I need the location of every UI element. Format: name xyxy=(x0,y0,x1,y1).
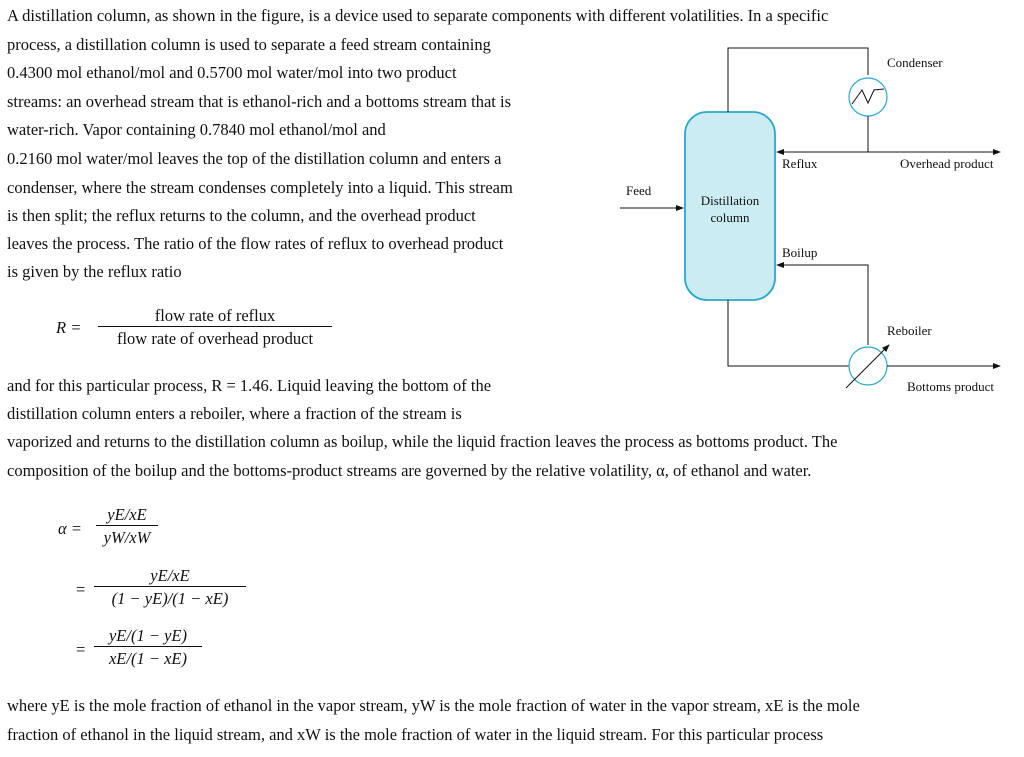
bottoms-product-label: Bottoms product xyxy=(907,379,995,394)
paragraph-1-line-3: 0.4300 mol ethanol/mol and 0.5700 mol water/mol into two product xyxy=(7,63,457,82)
alpha-fraction-3-numerator: yE/(1 − yE) xyxy=(108,626,187,645)
reflux-ratio-fraction xyxy=(98,306,332,349)
alpha-fraction-2-denominator: (1 − yE)/(1 − xE) xyxy=(94,586,246,609)
paragraph-1-line-2: process, a distillation column is used to separate a feed stream containing xyxy=(7,35,491,54)
alpha-equals-3: = xyxy=(76,640,86,659)
alpha-lhs: α = xyxy=(58,519,82,538)
paragraph-2-line-4: composition of the boilup and the bottoms-product streams are governed by the relative volatility, α, of ethanol and water. xyxy=(7,461,812,480)
alpha-fraction-1 xyxy=(96,505,158,548)
reboiler-label: Reboiler xyxy=(887,323,932,338)
paragraph-2-line-3: vaporized and returns to the distillation column as boilup, while the liquid fraction leaves the process as bottoms product. The xyxy=(7,432,838,451)
boilup-line xyxy=(777,265,868,345)
paragraph-1-line-6: 0.2160 mol water/mol leaves the top of the distillation column and enters a xyxy=(7,149,502,168)
paragraph-1-line-5: water-rich. Vapor containing 0.7840 mol ethanol/mol and xyxy=(7,120,386,139)
paragraph-3-line-1: where yE is the mole fraction of ethanol in the vapor stream, yW is the mole fraction of water in the vapor stream, xE is the mole xyxy=(7,696,860,715)
reflux-ratio-numerator: flow rate of reflux xyxy=(154,306,276,325)
alpha-fraction-2 xyxy=(94,566,246,609)
alpha-equals-2: = xyxy=(76,580,86,599)
alpha-fraction-2-numerator: yE/xE xyxy=(150,566,190,585)
paragraph-1-line-9: leaves the process. The ratio of the flow rates of reflux to overhead product xyxy=(7,234,504,253)
reflux-ratio-denominator: flow rate of overhead product xyxy=(98,326,332,349)
paragraph-3-line-2: fraction of ethanol in the liquid stream, and xW is the mole fraction of water in the liquid stream. For this particular process xyxy=(7,725,824,744)
feed-label: Feed xyxy=(626,183,652,198)
alpha-fraction-3-denominator: xE/(1 − xE) xyxy=(94,646,202,669)
paragraph-1-line-1: A distillation column, as shown in the figure, is a device used to separate components with different volatilities. In a specific xyxy=(7,6,829,25)
paragraph-1-line-8: is then split; the reflux returns to the column, and the overhead product xyxy=(7,206,476,225)
reflux-label: Reflux xyxy=(782,156,818,171)
paragraph-2-line-2: distillation column enters a reboiler, where a fraction of the stream is xyxy=(7,404,462,423)
boilup-label: Boilup xyxy=(782,245,818,260)
reflux-ratio-lhs: R = xyxy=(56,318,82,337)
column-label-line-2: column xyxy=(710,210,750,225)
paragraph-1-line-10: is given by the reflux ratio xyxy=(7,262,182,281)
overhead-product-label: Overhead product xyxy=(900,156,994,171)
vapor-line xyxy=(728,48,868,112)
alpha-fraction-3 xyxy=(94,626,202,669)
condenser-icon xyxy=(849,78,887,116)
alpha-fraction-1-numerator: yE/xE xyxy=(107,505,147,524)
distillation-diagram xyxy=(600,40,1020,405)
paragraph-2-line-1: and for this particular process, R = 1.46. Liquid leaving the bottom of the xyxy=(7,376,492,395)
paragraph-1-line-4: streams: an overhead stream that is ethanol-rich and a bottoms stream that is xyxy=(7,92,512,111)
bottoms-liquid-line xyxy=(728,300,849,366)
alpha-fraction-1-denominator: yW/xW xyxy=(96,525,158,548)
condenser-label: Condenser xyxy=(887,55,943,70)
paragraph-1-line-7: condenser, where the stream condenses completely into a liquid. This stream xyxy=(7,178,513,197)
column-label-line-1: Distillation xyxy=(700,193,760,208)
